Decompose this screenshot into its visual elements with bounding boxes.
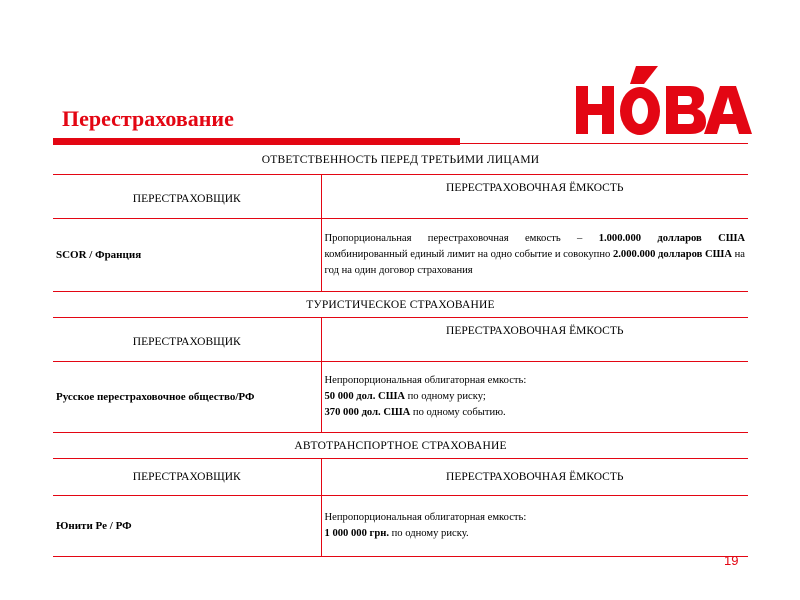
- reinsurer-name: Юнити Ре / РФ: [53, 496, 321, 557]
- column-header-reinsurer: ПЕРЕСТРАХОВЩИК: [53, 175, 321, 219]
- section-title: ОТВЕТСТВЕННОСТЬ ПЕРЕД ТРЕТЬИМИ ЛИЦАМИ: [53, 146, 748, 175]
- column-header-reinsurer: ПЕРЕСТРАХОВЩИК: [53, 318, 321, 362]
- divider-line: [53, 143, 748, 144]
- section-title: АВТОТРАНСПОРТНОЕ СТРАХОВАНИЕ: [53, 433, 748, 459]
- capacity-detail: Непропорциональная облигаторная емкость: 50 000 дол. США по одному риску; 370 000 дол. США по одному событию.: [321, 362, 748, 433]
- column-header-reinsurer: ПЕРЕСТРАХОВЩИК: [53, 459, 321, 496]
- page-title: Перестрахование: [62, 106, 234, 131]
- column-header-capacity: ПЕРЕСТРАХОВОЧНАЯ ЁМКОСТЬ: [321, 175, 748, 219]
- company-logo: [574, 66, 754, 140]
- column-header-capacity: ПЕРЕСТРАХОВОЧНАЯ ЁМКОСТЬ: [321, 318, 748, 362]
- capacity-detail: Пропорциональная перестраховочная емкость – 1.000.000 долларов США комбинированный единый лимит на одно событие и совокупно 2.000.000 долларов США на год на один договор страхования: [321, 219, 748, 292]
- section-title: ТУРИСТИЧЕСКОЕ СТРАХОВАНИЕ: [53, 292, 748, 318]
- reinsurer-name: Русское перестраховочное общество/РФ: [53, 362, 321, 433]
- reinsurer-name: SCOR / Франция: [53, 219, 321, 292]
- page-number: 19: [724, 553, 739, 568]
- capacity-detail: Непропорциональная облигаторная емкость: 1 000 000 грн. по одному риску.: [321, 496, 748, 557]
- column-header-capacity: ПЕРЕСТРАХОВОЧНАЯ ЁМКОСТЬ: [321, 459, 748, 496]
- reinsurance-table: [53, 146, 748, 557]
